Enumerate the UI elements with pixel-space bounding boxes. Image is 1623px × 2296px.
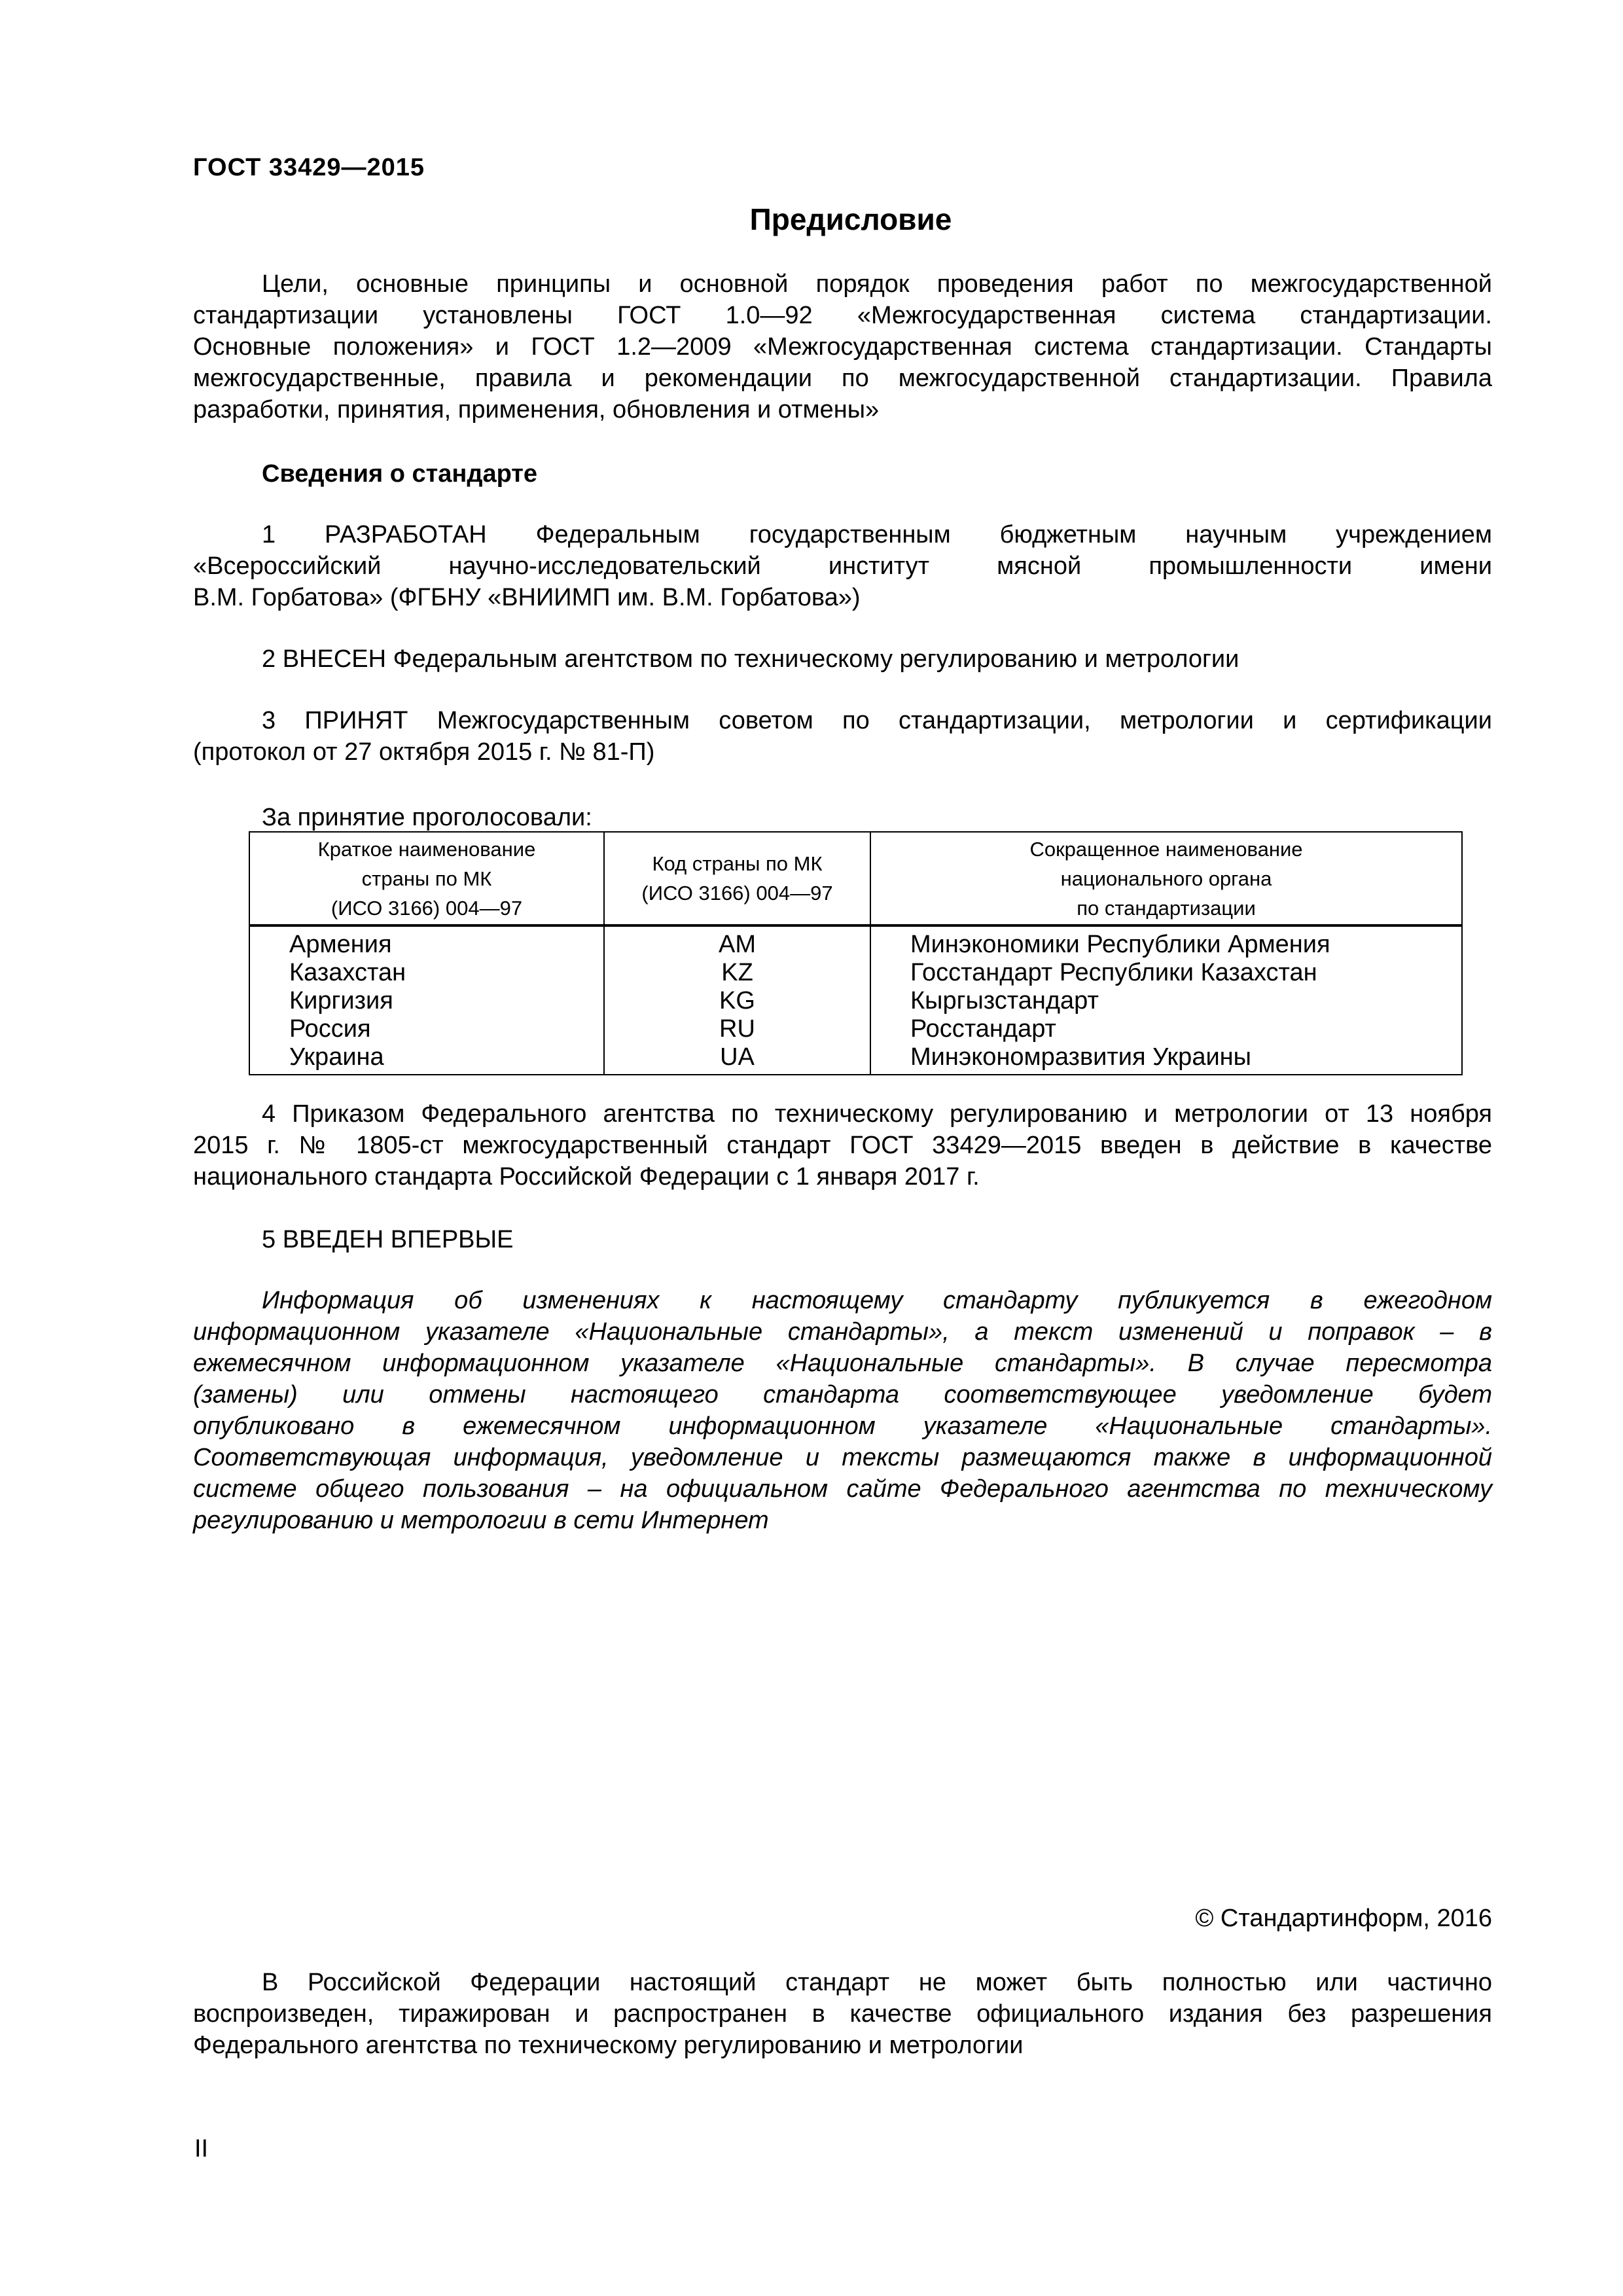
table-row [249, 925, 1462, 959]
org-cell: Росстандарт [870, 1015, 1462, 1043]
votes-table [249, 831, 1463, 1075]
text-line: системе общего пользования – на официальном сайте Федерального агентства по техническому [193, 1475, 1492, 1503]
page-title: Предисловие [749, 202, 952, 236]
code-cell: AM [604, 925, 870, 959]
column-header-code [604, 832, 870, 925]
item-4-paragraph [193, 1098, 1492, 1193]
text-line: межгосударственные, правила и рекомендации по межгосударственной стандартизации. Правила [193, 365, 1492, 392]
org-cell: Минэкономики Республики Армения [870, 925, 1462, 959]
header-line: по стандартизации [1077, 896, 1256, 920]
text-line: 4 Приказом Федерального агентства по техническому регулированию и метрологии от 13 ноября [262, 1100, 1492, 1128]
info-heading: Сведения о стандарте [262, 460, 538, 488]
item-5-paragraph: 5 ВВЕДЕН ВПЕРВЫЕ [262, 1226, 514, 1253]
table-row [249, 959, 1462, 987]
table-row [249, 1043, 1462, 1075]
text-line: регулированию и метрологии в сети Интернет [193, 1507, 769, 1534]
text-line: ежемесячном информационном указателе «Национальные стандарты». В случае пересмотра [193, 1350, 1492, 1377]
item-3-paragraph [193, 705, 1492, 768]
country-cell: Россия [249, 1015, 604, 1043]
header-line: Сокращенное наименование [1029, 837, 1303, 861]
header-line: (ИСО 3166) 004—97 [330, 896, 523, 920]
text-line: Основные положения» и ГОСТ 1.2—2009 «Межгосударственная система стандартизации. Стандарты [193, 333, 1492, 361]
text-line: воспроизведен, тиражирован и распространен в качестве официального издания без разрешения [193, 2000, 1492, 2028]
item-2-paragraph: 2 ВНЕСЕН Федеральным агентством по техническому регулированию и метрологии [262, 645, 1240, 673]
text-line: Соответствующая информация, уведомление и тексты размещаются также в информационной [193, 1444, 1492, 1471]
text-line: 1 РАЗРАБОТАН Федеральным государственным бюджетным научным учреждением [262, 521, 1492, 548]
votes-intro: За принятие проголосовали: [262, 804, 592, 831]
change-notice-paragraph [193, 1285, 1492, 1536]
text-line: разработки, принятия, применения, обновления и отмены» [193, 396, 880, 423]
country-cell: Киргизия [249, 987, 604, 1015]
text-line: Цели, основные принципы и основной порядок проведения работ по межгосударственной [262, 270, 1492, 298]
text-line: стандартизации установлены ГОСТ 1.0—92 «Межгосударственная система стандартизации. [193, 302, 1492, 329]
table-row [249, 1015, 1462, 1043]
text-line: (замены) или отмены настоящего стандарта соответствующее уведомление будет [193, 1381, 1492, 1408]
text-line: 3 ПРИНЯТ Межгосударственным советом по стандартизации, метрологии и сертификации [262, 707, 1492, 734]
header-line: (ИСО 3166) 004—97 [641, 882, 833, 905]
text-line: В.М. Горбатова» (ФГБНУ «ВНИИМП им. В.М. Горбатова») [193, 584, 861, 611]
header-line: Код страны по МК [652, 852, 823, 875]
text-line: 2015 г. № 1805-ст межгосударственный стандарт ГОСТ 33429—2015 введен в действие в качестве [193, 1132, 1492, 1159]
text-line: Информация об изменениях к настоящему стандарту публикуется в ежегодном [262, 1287, 1492, 1314]
code-cell: KG [604, 987, 870, 1015]
text-line: В Российской Федерации настоящий стандарт не может быть полностью или частично [262, 1969, 1492, 1996]
document-code: ГОСТ 33429—2015 [193, 154, 425, 181]
header-line: страны по МК [361, 867, 492, 890]
header-line: национального органа [1060, 867, 1272, 890]
country-cell: Армения [249, 925, 604, 959]
copyright-notice: © Стандартинформ, 2016 [1195, 1905, 1492, 1932]
text-line: (протокол от 27 октября 2015 г. № 81-П) [193, 738, 655, 766]
country-cell: Казахстан [249, 959, 604, 987]
column-header-org [870, 832, 1462, 925]
code-cell: KZ [604, 959, 870, 987]
org-cell: Кыргызстандарт [870, 987, 1462, 1015]
text-line: опубликовано в ежемесячном информационном указателе «Национальные стандарты». [193, 1412, 1492, 1440]
text-line: информационном указателе «Национальные стандарты», а текст изменений и поправок – в [193, 1318, 1492, 1346]
restriction-paragraph [193, 1967, 1492, 2061]
text-line: «Всероссийский научно-исследовательский институт мясной промышленности имени [193, 552, 1492, 580]
page-number: II [194, 2135, 209, 2162]
org-cell: Госстандарт Республики Казахстан [870, 959, 1462, 987]
column-header-country [249, 832, 604, 925]
header-line: Краткое наименование [317, 837, 536, 861]
votes-table-header-row [249, 832, 1462, 925]
text-line: национального стандарта Российской Федерации с 1 января 2017 г. [193, 1163, 980, 1191]
text-line: Федерального агентства по техническому регулированию и метрологии [193, 2032, 1024, 2059]
table-row [249, 987, 1462, 1015]
code-cell: RU [604, 1015, 870, 1043]
org-cell: Минэкономразвития Украины [870, 1043, 1462, 1075]
country-cell: Украина [249, 1043, 604, 1075]
code-cell: UA [604, 1043, 870, 1075]
item-1-paragraph [193, 519, 1492, 613]
intro-paragraph [193, 268, 1492, 425]
